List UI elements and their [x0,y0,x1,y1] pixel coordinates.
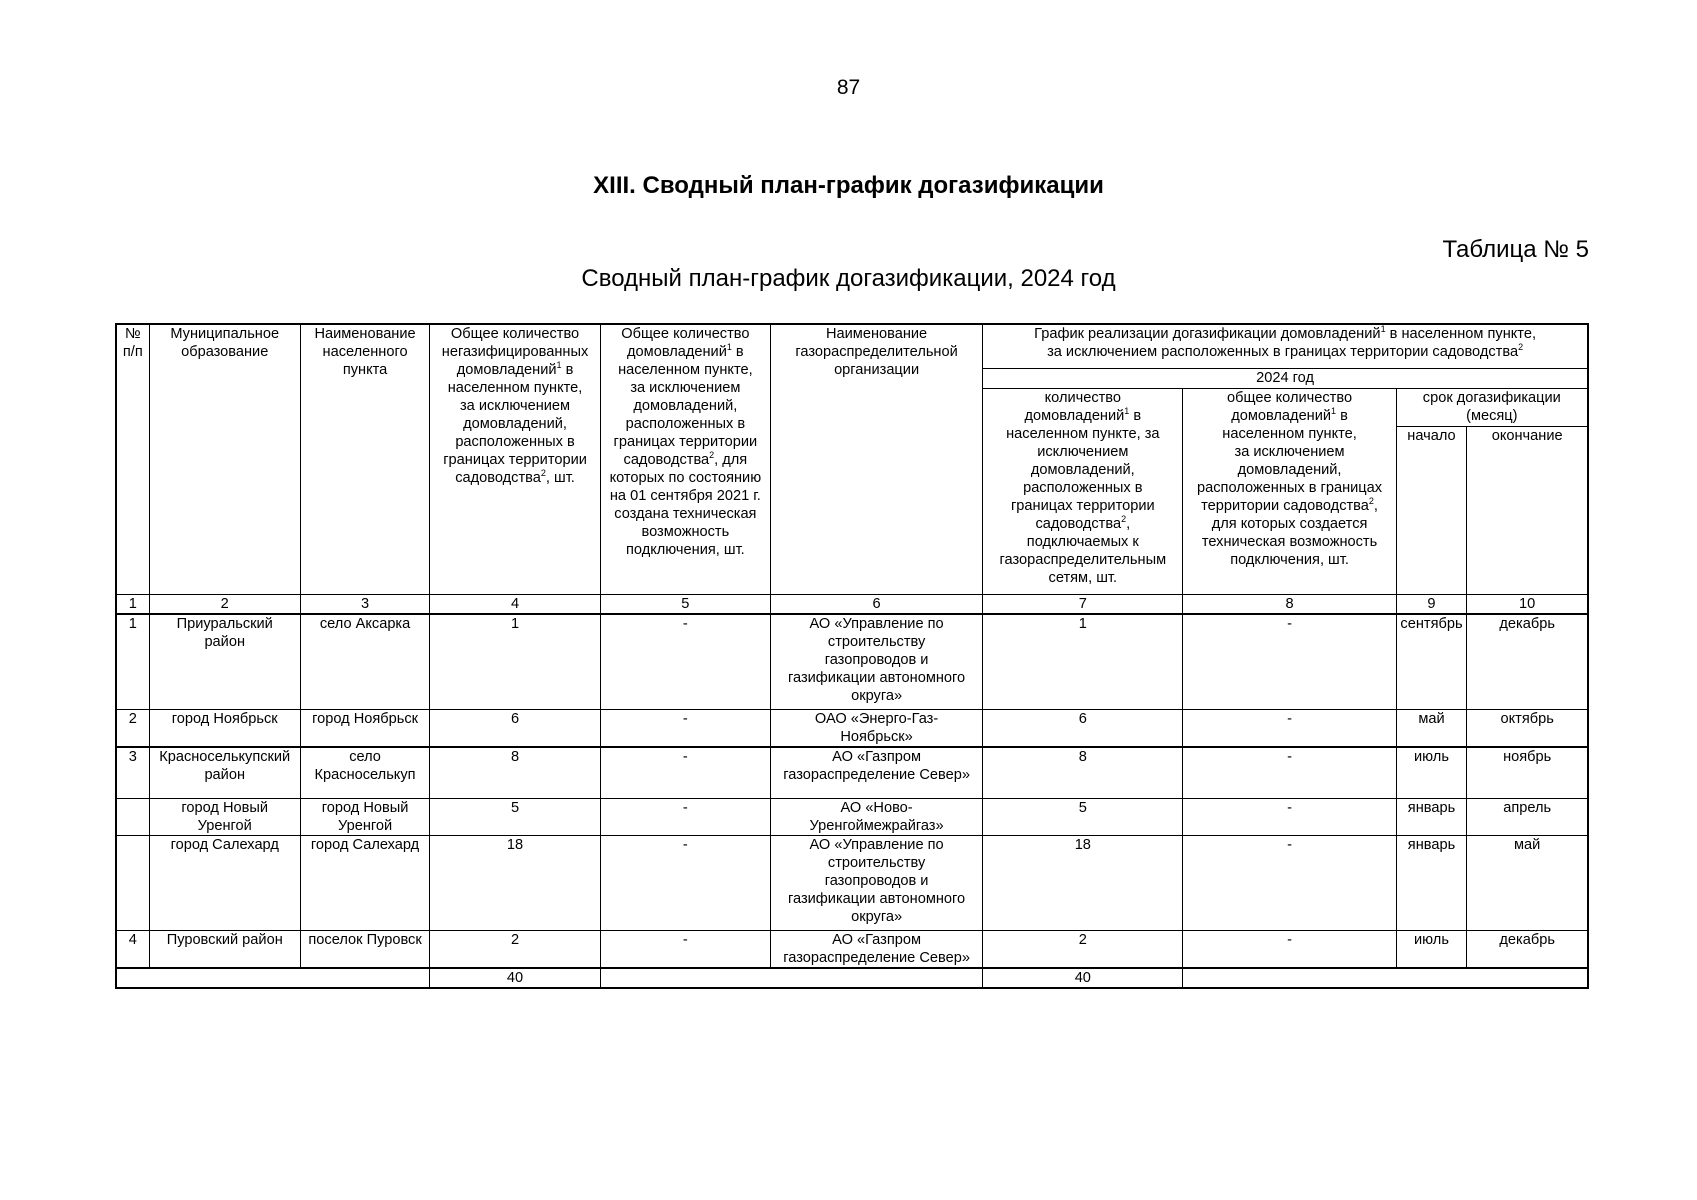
cell-municipality: Красноселькупский район [149,747,300,799]
cell-connectable-2021: - [600,614,770,710]
column-number: 8 [1183,594,1396,614]
cell-start-month: июль [1396,930,1467,968]
header-number: № п/п [116,324,149,594]
cell-municipality: Приуральский район [149,614,300,710]
cell-technical-count: - [1183,709,1396,747]
cell-number: 3 [116,747,149,799]
cell-connected-count: 8 [983,747,1183,799]
column-number: 9 [1396,594,1467,614]
cell-number: 4 [116,930,149,968]
cell-connected-count: 6 [983,709,1183,747]
total-connected: 40 [983,968,1183,988]
header-text: , подключаемых к газораспределительным сетям, шт. [999,515,1167,586]
cell-ungasified: 6 [430,709,600,747]
header-technical-possibility-count [1183,388,1396,594]
totals-row [116,968,1588,988]
cell-start-month: май [1396,709,1467,747]
header-connected-count [983,388,1183,594]
cell-end-month: апрель [1467,798,1588,835]
gasification-schedule-table [115,323,1589,989]
cell-settlement: город Новый Уренгой [300,798,430,835]
column-number: 5 [600,594,770,614]
header-municipality: Муниципальное образование [149,324,300,594]
footnote-2: 2 [1518,342,1524,353]
header-text: , для которых по состоянию на 01 сентября 2021 г. создана техническая возможность подключения, шт. [609,452,762,558]
cell-connected-count: 18 [983,835,1183,930]
cell-settlement: город Салехард [300,835,430,930]
header-total-connectable [600,324,770,594]
header-text: количество домовладений [1024,389,1125,424]
header-text: , шт. [545,470,575,486]
column-number: 6 [771,594,983,614]
footnote-1: 1 [726,342,732,353]
cell-organization: АО «Управление по строительству газопроводов и газификации автономного округа» [771,835,983,930]
footnote-2: 2 [1368,495,1374,506]
footnote-2: 2 [540,468,546,479]
table-row [116,835,1588,930]
cell-number: 2 [116,709,149,747]
cell-technical-count: - [1183,747,1396,799]
header-text: в населенном пункте, за исключением домовладений, расположенных в границах территории садоводства [613,344,758,468]
header-text: в населенном пункте, за исключением домовладений, расположенных в границах территории садоводства [443,362,587,486]
totals-empty-cell [600,968,982,988]
header-text: в населенном пункте, за исключением домовладений, расположенных в границах территории садоводства [1006,407,1160,532]
header-text: Общее количество домовладений [621,326,750,360]
cell-ungasified: 5 [430,798,600,835]
cell-settlement: поселок Пуровск [300,930,430,968]
section-title: XIII. Сводный план-график догазификации [593,172,1104,199]
table-row [116,614,1588,710]
cell-municipality: город Салехард [149,835,300,930]
cell-organization: АО «Газпром газораспределение Север» [771,930,983,968]
table-label: Таблица № 5 [1442,236,1589,263]
cell-number: 1 [116,614,149,710]
header-settlement: Наименование населенного пункта [300,324,430,594]
cell-technical-count: - [1183,930,1396,968]
header-text: в населенном пункте, за исключением расположенных в границах территории садоводства [1047,326,1536,360]
cell-end-month: май [1467,835,1588,930]
header-text: в населенном пункте, за исключением домовладений, расположенных в границах территории садоводства [1197,407,1383,514]
column-number: 4 [430,594,600,614]
totals-empty-cell [116,968,430,988]
cell-end-month: ноябрь [1467,747,1588,799]
cell-municipality: город Новый Уренгой [149,798,300,835]
cell-number [116,835,149,930]
header-term: срок догазификации (месяц) [1396,388,1588,426]
cell-ungasified: 2 [430,930,600,968]
cell-connected-count: 1 [983,614,1183,710]
cell-end-month: декабрь [1467,614,1588,710]
column-number: 10 [1467,594,1588,614]
cell-settlement: село Красноселькуп [300,747,430,799]
header-text: Общее количество негазифицированных домовладений [441,326,589,378]
cell-start-month: июль [1396,747,1467,799]
cell-start-month: сентябрь [1396,614,1467,710]
cell-organization: АО «Ново- Уренгоймежрайгаз» [771,798,983,835]
cell-ungasified: 8 [430,747,600,799]
header-schedule [983,324,1588,368]
cell-settlement: село Аксарка [300,614,430,710]
cell-settlement: город Ноябрьск [300,709,430,747]
header-start: начало [1396,426,1467,594]
cell-connected-count: 2 [983,930,1183,968]
cell-technical-count: - [1183,614,1396,710]
cell-ungasified: 1 [430,614,600,710]
header-row-1 [116,324,1588,368]
table-row [116,747,1588,799]
table-row [116,709,1588,747]
footnote-1: 1 [1331,405,1337,416]
cell-organization: ОАО «Энерго-Газ- Ноябрьск» [771,709,983,747]
header-total-ungasified [430,324,600,594]
cell-organization: АО «Управление по строительству газопроводов и газификации автономного округа» [771,614,983,710]
cell-technical-count: - [1183,798,1396,835]
table-caption: Сводный план-график догазификации, 2024 год [581,265,1116,292]
page-number: 87 [836,76,861,99]
cell-connectable-2021: - [600,798,770,835]
footnote-1: 1 [1124,405,1130,416]
cell-technical-count: - [1183,835,1396,930]
totals-empty-cell [1183,968,1588,988]
cell-municipality: город Ноябрьск [149,709,300,747]
header-year: 2024 год [983,368,1588,388]
header-end: окончание [1467,426,1588,594]
column-number: 2 [149,594,300,614]
column-number: 1 [116,594,149,614]
cell-ungasified: 18 [430,835,600,930]
cell-organization: АО «Газпром газораспределение Север» [771,747,983,799]
column-number: 7 [983,594,1183,614]
footnote-2: 2 [1121,513,1127,524]
header-gas-organization: Наименование газораспределительной организации [771,324,983,594]
column-numbers-row [116,594,1588,614]
footnote-2: 2 [709,450,715,461]
header-text: , для которых создается техническая возможность подключения, шт. [1201,497,1378,568]
cell-start-month: январь [1396,835,1467,930]
table-row [116,930,1588,968]
cell-number [116,798,149,835]
footnote-1: 1 [556,360,562,371]
cell-end-month: октябрь [1467,709,1588,747]
cell-end-month: декабрь [1467,930,1588,968]
header-text: общее количество домовладений [1227,389,1353,424]
footnote-1: 1 [1380,324,1386,335]
cell-connectable-2021: - [600,930,770,968]
cell-municipality: Пуровский район [149,930,300,968]
cell-connectable-2021: - [600,835,770,930]
total-ungasified: 40 [430,968,600,988]
cell-connected-count: 5 [983,798,1183,835]
cell-connectable-2021: - [600,747,770,799]
header-text: График реализации догазификации домовладений [1034,326,1381,342]
table-row [116,798,1588,835]
cell-connectable-2021: - [600,709,770,747]
cell-start-month: январь [1396,798,1467,835]
column-number: 3 [300,594,430,614]
